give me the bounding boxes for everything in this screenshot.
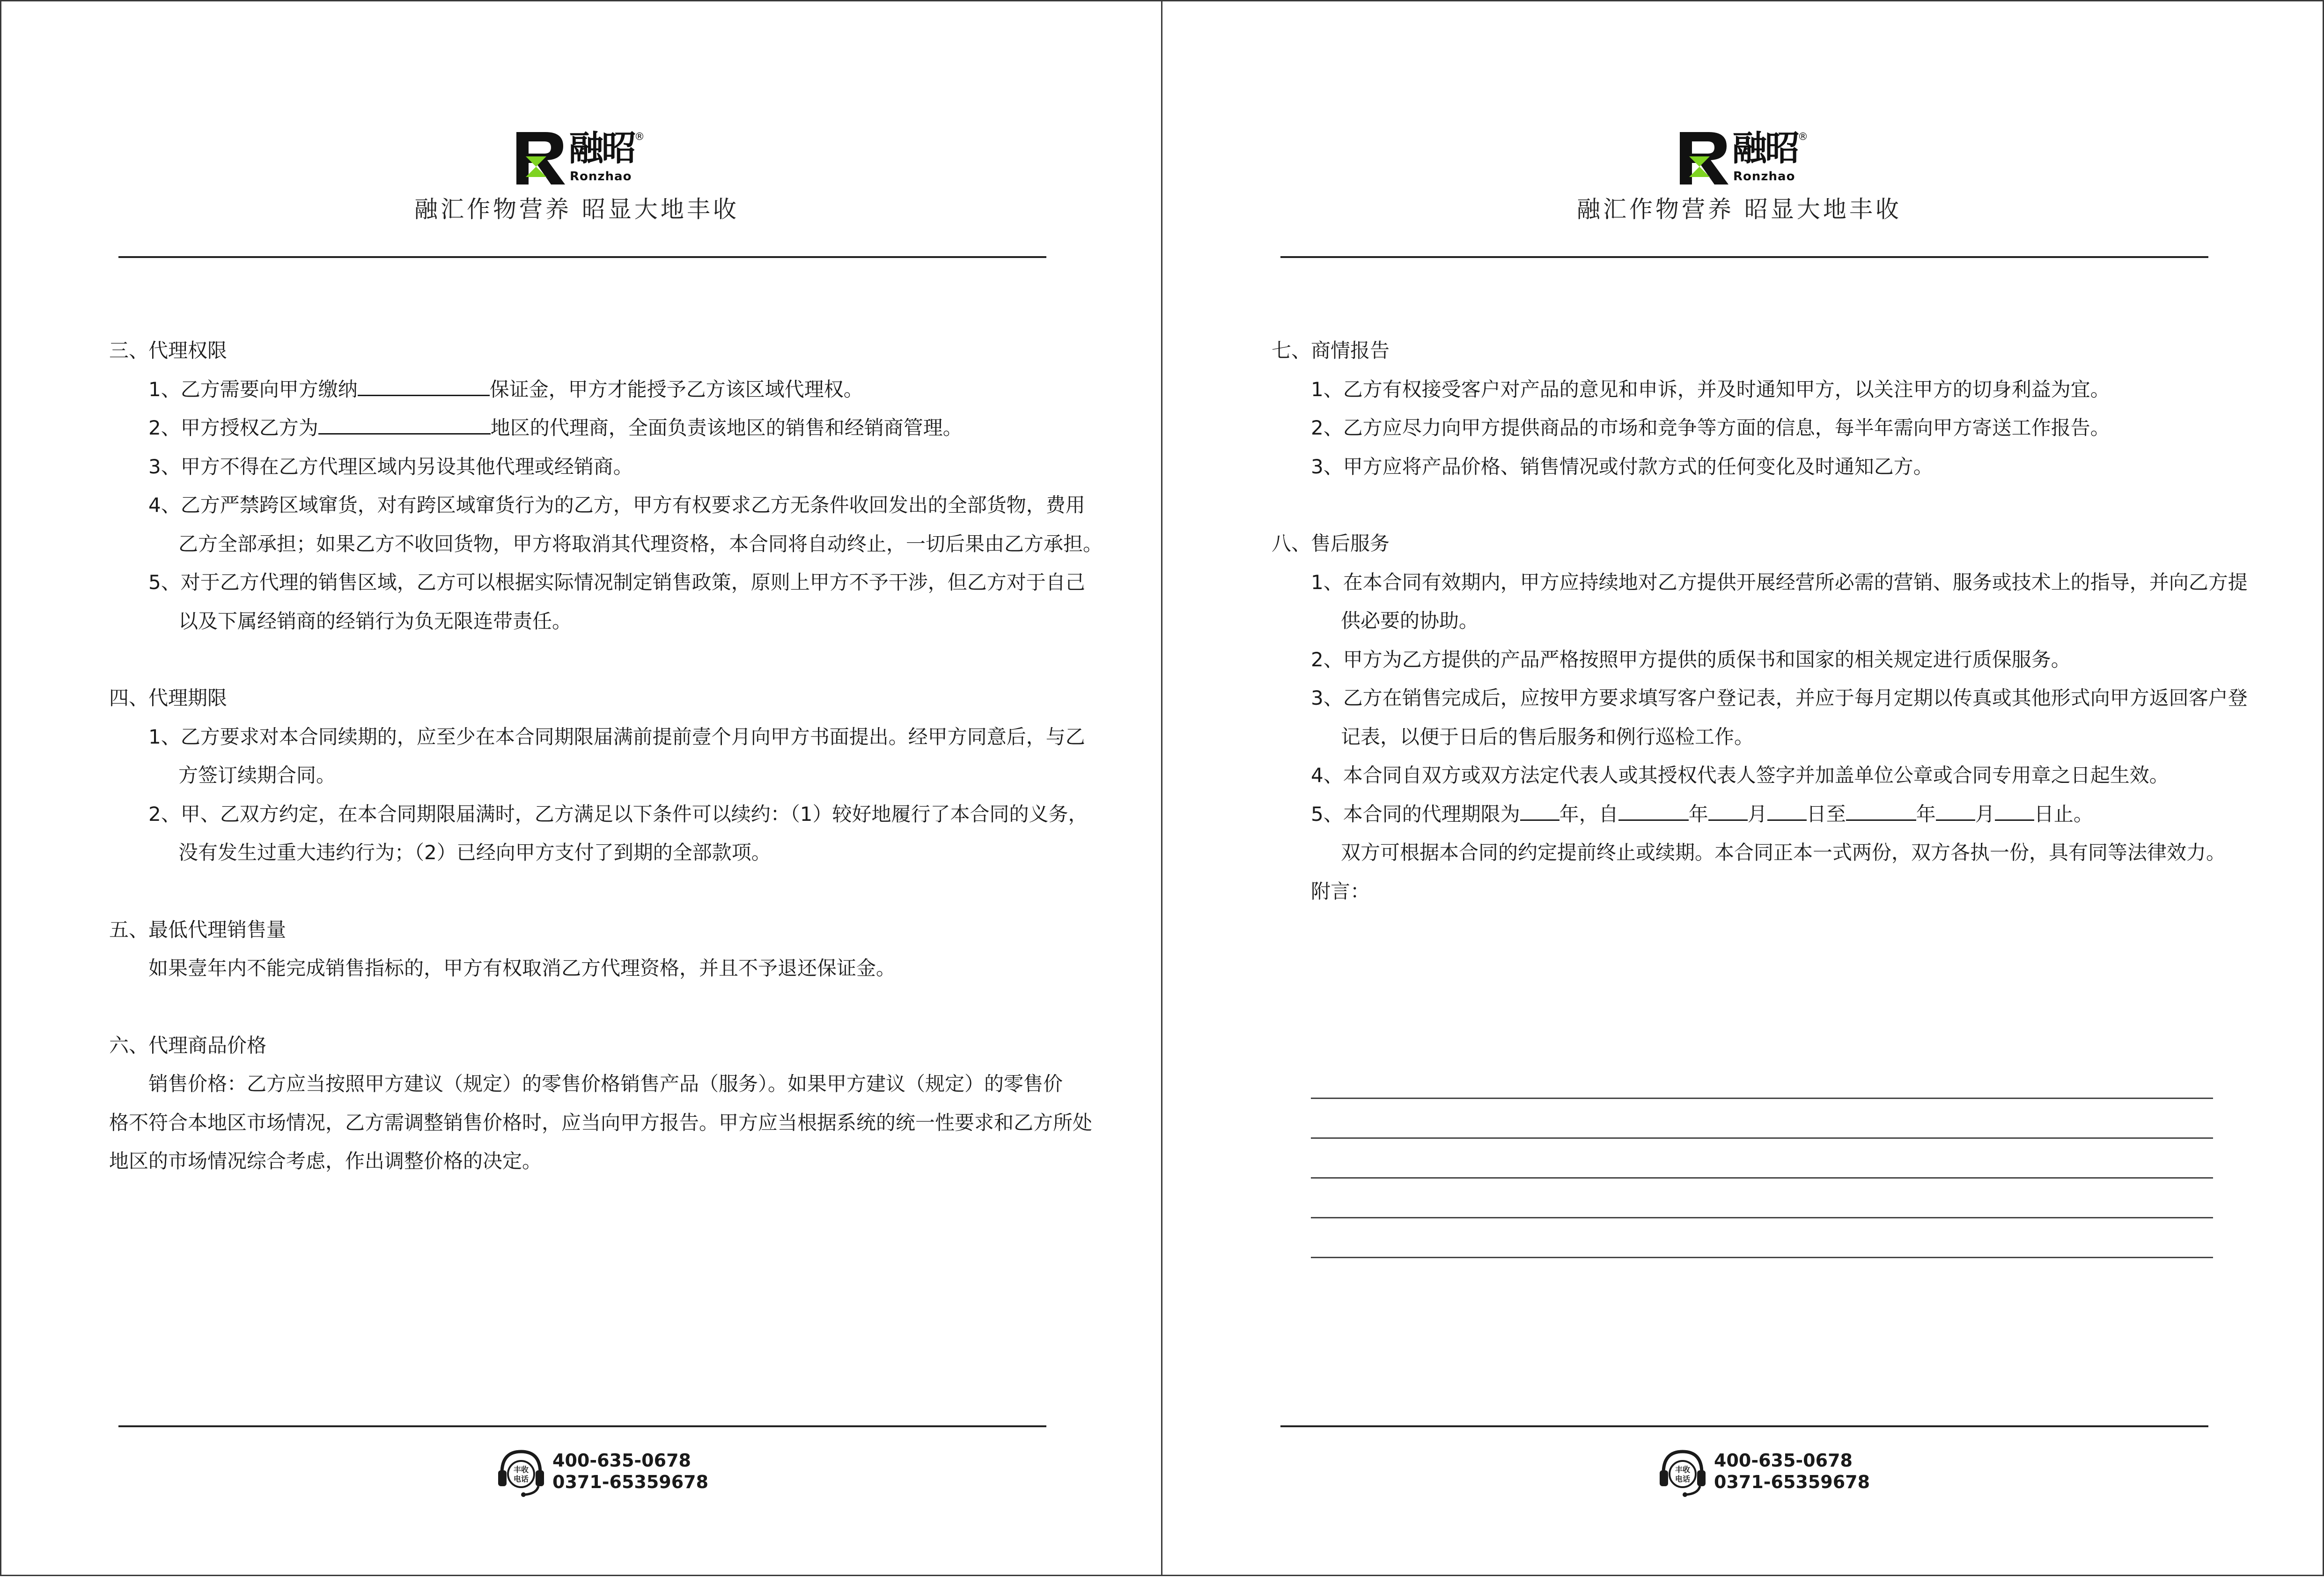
headset-icon bbox=[1657, 1446, 1708, 1497]
footer-divider bbox=[118, 1425, 1046, 1427]
clause-line: 1、在本合同有效期内，甲方应持续地对乙方提供开展经营所必需的营销、服务或技术上的指导，并向乙方提 bbox=[1311, 570, 2248, 594]
section-heading: 四、代理期限 bbox=[109, 686, 228, 709]
paragraph-line: 地区的市场情况综合考虑，作出调整价格的决定。 bbox=[109, 1150, 542, 1172]
ronzhao-logo-icon bbox=[1680, 132, 1729, 184]
note-line[interactable] bbox=[1311, 1217, 2213, 1218]
clause-line-continued: 记表，以便于日后的售后服务和例行巡检工作。 bbox=[1341, 725, 1754, 748]
section-agency-rights bbox=[109, 332, 1103, 641]
paragraph-line: 销售价格：乙方应当按照甲方建议（规定）的零售价格销售产品（服务）。如果甲方建议（规定）的零售价 bbox=[148, 1072, 1063, 1095]
hotline-numbers bbox=[552, 1450, 708, 1493]
clause-line: 2、甲方为乙方提供的产品严格按照甲方提供的质保书和国家的相关规定进行质保服务。 bbox=[1311, 648, 2071, 671]
years-blank bbox=[1520, 801, 1559, 821]
end-day-blank bbox=[1995, 801, 2034, 821]
clause-line: 5、对于乙方代理的销售区域，乙方可以根据实际情况制定销售政策，原则上甲方不予干涉，但乙方对于自己 bbox=[148, 571, 1085, 594]
clause-line: 2、甲、乙双方约定，在本合同期限届满时，乙方满足以下条件可以续约：（1）较好地履行了本合同的义务， bbox=[148, 802, 1088, 826]
region-name-blank bbox=[318, 414, 491, 435]
registered-mark: ® bbox=[1798, 131, 1808, 143]
start-year-blank bbox=[1618, 801, 1689, 821]
section-minimum-sales bbox=[109, 911, 1069, 988]
svg-text:丰收: 丰收 bbox=[1675, 1465, 1691, 1474]
header-divider bbox=[1280, 256, 2208, 258]
svg-text:电话: 电话 bbox=[513, 1475, 529, 1483]
clause-line: 3、甲方应将产品价格、销售情况或付款方式的任何变化及时通知乙方。 bbox=[1311, 455, 1933, 478]
section-heading: 五、最低代理销售量 bbox=[109, 918, 287, 941]
note-line[interactable] bbox=[1311, 1257, 2213, 1258]
section-heading: 七、商情报告 bbox=[1272, 339, 1390, 362]
note-line[interactable] bbox=[1311, 1098, 2213, 1099]
clause-line-continued: 没有发生过重大违约行为；（2）已经向甲方支付了到期的全部款项。 bbox=[178, 841, 771, 864]
ronzhao-logo-icon bbox=[516, 132, 566, 184]
closing-line: 双方可根据本合同的约定提前终止或续期。本合同正本一式两份，双方各执一份，具有同等法律效力。 bbox=[1341, 841, 2226, 864]
phone-number[interactable]: 0371-65359678 bbox=[552, 1472, 709, 1492]
brand-name-en: Ronzhao bbox=[1733, 170, 1795, 184]
appendix-label: 附言： bbox=[1311, 879, 1370, 903]
registered-mark: ® bbox=[634, 131, 645, 143]
clause-line-continued: 以及下属经销商的经销行为负无限连带责任。 bbox=[178, 609, 572, 633]
footer-divider bbox=[1280, 1425, 2208, 1427]
clause-line-continued: 供必要的协助。 bbox=[1341, 609, 1479, 632]
clause-line: 4、本合同自双方或双方法定代表人或其授权代表人签字并加盖单位公章或合同专用章之日起生效。 bbox=[1311, 764, 2169, 787]
note-line[interactable] bbox=[1311, 1177, 2213, 1179]
clause-line-continued: 乙方全部承担；如果乙方不收回货物，甲方将取消其代理资格，本合同将自动终止，一切后果由乙方承担。 bbox=[178, 532, 1103, 555]
start-day-blank bbox=[1767, 801, 1807, 821]
clause-line: 2、乙方应尽力向甲方提供商品的市场和竞争等方面的信息，每半年需向甲方寄送工作报告。 bbox=[1311, 416, 2110, 439]
headset-icon bbox=[495, 1446, 547, 1497]
start-month-blank bbox=[1708, 801, 1748, 821]
clause-line-continued: 方签订续期合同。 bbox=[178, 764, 336, 787]
paragraph-line: 格不符合本地区市场情况，乙方需调整销售价格时，应当向甲方报告。甲方应当根据系统的统一性要求和乙方所处 bbox=[109, 1111, 1093, 1134]
svg-text:电话: 电话 bbox=[1675, 1475, 1691, 1483]
brand-name-cn: 融昭 bbox=[569, 128, 634, 169]
right-page-content bbox=[1272, 332, 2248, 949]
section-market-report bbox=[1272, 332, 2245, 486]
phone-number[interactable]: 400-635-0678 bbox=[552, 1450, 691, 1471]
contract-page-left bbox=[0, 0, 1162, 1576]
section-agency-term bbox=[109, 679, 1088, 872]
section-heading: 八、售后服务 bbox=[1272, 532, 1390, 555]
brand-slogan: 融汇作物营养 昭显大地丰收 bbox=[1577, 196, 1902, 223]
end-year-blank bbox=[1846, 801, 1916, 821]
clause-line: 4、乙方严禁跨区域窜货，对有跨区域窜货行为的乙方，甲方有权要求乙方无条件收回发出的全部货物，费用 bbox=[148, 494, 1085, 516]
clause-line: 3、甲方不得在乙方代理区域内另设其他代理或经销商。 bbox=[148, 455, 633, 478]
section-heading: 三、代理权限 bbox=[109, 339, 228, 362]
brand-logo bbox=[1680, 130, 1820, 186]
deposit-amount-blank bbox=[358, 376, 490, 396]
clause-line: 1、乙方需要向甲方缴纳 保证金，甲方才能授予乙方该区域代理权。 bbox=[109, 370, 1069, 409]
section-heading: 六、代理商品价格 bbox=[109, 1033, 267, 1057]
brand-logo bbox=[516, 130, 657, 186]
hotline-numbers bbox=[1714, 1450, 1870, 1493]
end-month-blank bbox=[1936, 801, 1975, 821]
header-divider bbox=[118, 256, 1046, 258]
brand-name-cn: 融昭 bbox=[1732, 128, 1798, 169]
hotline-footer bbox=[1657, 1445, 1870, 1497]
section-product-pricing bbox=[109, 1026, 1093, 1181]
svg-text:丰收: 丰收 bbox=[513, 1465, 529, 1474]
clause-line: 1、乙方有权接受客户对产品的意见和申诉，并及时通知甲方，以关注甲方的切身利益为宜。 bbox=[1311, 377, 2110, 401]
left-page-content bbox=[109, 332, 1103, 1219]
paragraph-line: 如果壹年内不能完成销售指标的，甲方有权取消乙方代理资格，并且不予退还保证金。 bbox=[148, 957, 896, 980]
phone-number[interactable]: 0371-65359678 bbox=[1714, 1472, 1870, 1492]
brand-slogan: 融汇作物营养 昭显大地丰收 bbox=[414, 196, 739, 223]
contract-page-right bbox=[1161, 0, 2324, 1576]
clause-line: 1、乙方要求对本合同续期的，应至少在本合同期限届满前提前壹个月向甲方书面提出。经甲方同意后，与乙 bbox=[148, 725, 1085, 748]
note-line[interactable] bbox=[1311, 1137, 2213, 1139]
contract-term-line: 5、本合同的代理期限为 年，自 年 月 日至 年 月 日止。 bbox=[1272, 795, 2245, 834]
hotline-footer bbox=[495, 1445, 709, 1497]
clause-line: 3、乙方在销售完成后，应按甲方要求填写客户登记表，并应于每月定期以传真或其他形式向甲方返回客户登 bbox=[1311, 686, 2248, 709]
section-after-sales bbox=[1272, 524, 2248, 911]
clause-line: 2、甲方授权乙方为 地区的代理商，全面负责该地区的销售和经销商管理。 bbox=[109, 409, 1069, 448]
brand-name-en: Ronzhao bbox=[570, 170, 632, 184]
phone-number[interactable]: 400-635-0678 bbox=[1714, 1450, 1853, 1471]
